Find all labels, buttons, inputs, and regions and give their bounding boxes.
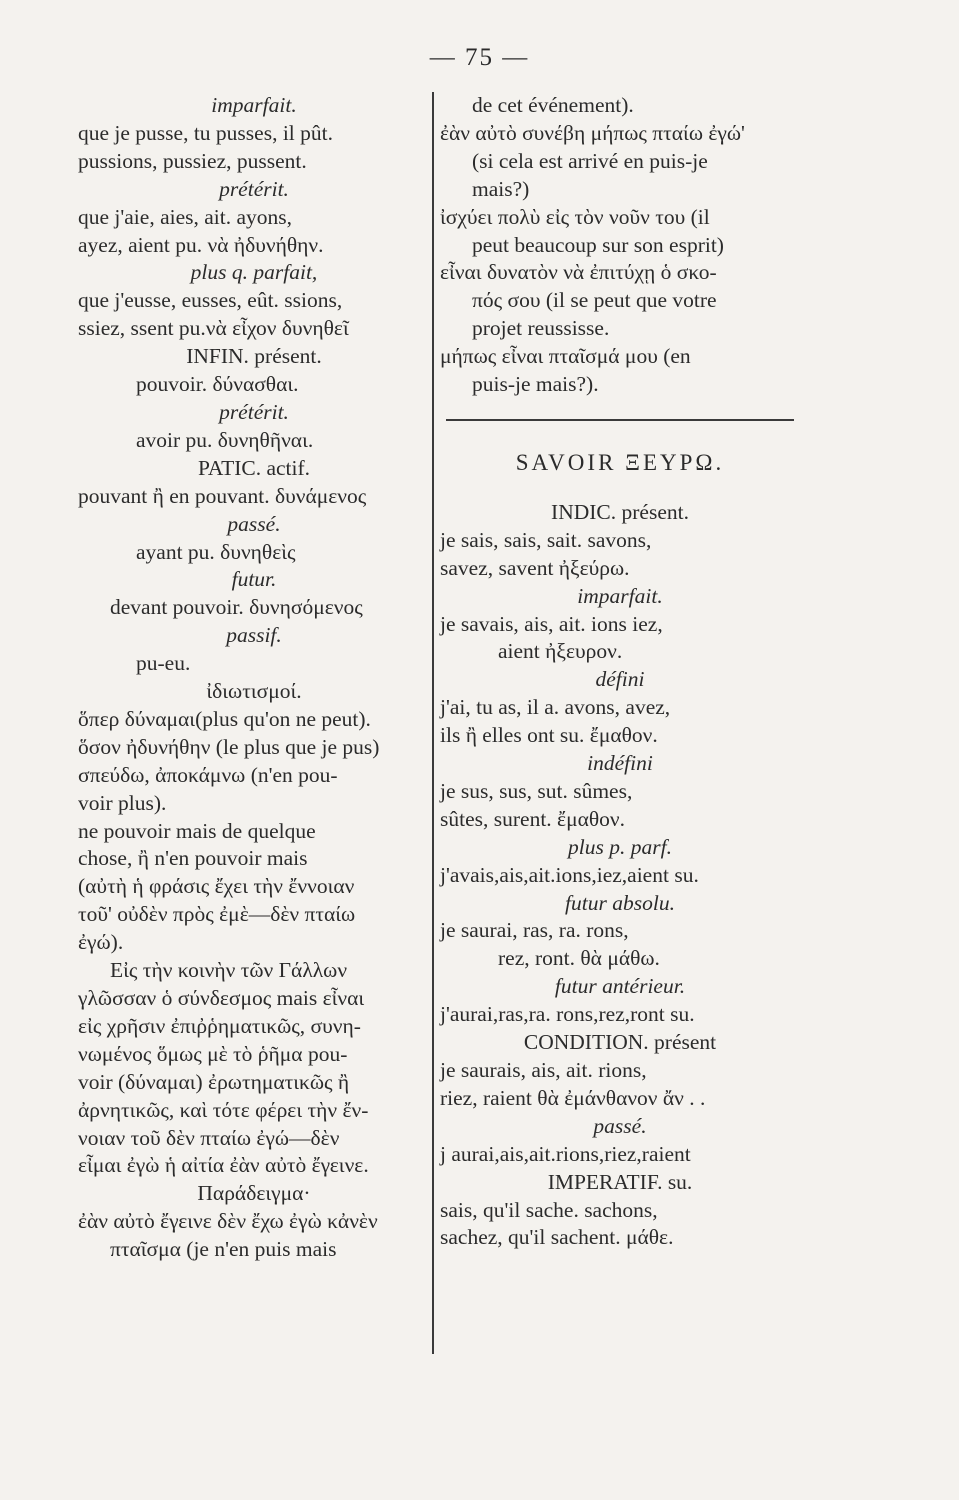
- text-line: j'ai, tu as, il a. avons, avez,: [440, 695, 671, 720]
- text-line: riez, raient θὰ ἐμάνθανον ἄν . .: [440, 1085, 706, 1110]
- text-line: νοιαν τοῦ δὲν πταίω ἐγώ—δὲν: [78, 1125, 340, 1150]
- text-line: plus p. parf.: [568, 834, 672, 859]
- text-line: pussions, pussiez, pussent.: [78, 148, 307, 173]
- text-line: passif.: [226, 623, 282, 648]
- text-line: je savais, ais, ait. ions iez,: [440, 611, 663, 636]
- text-line: εἰς χρῆσιν ἐπιῤῥηματικῶς, συνη-: [78, 1013, 361, 1038]
- text-line: ne pouvoir mais de quelque: [78, 818, 316, 843]
- text-line: PATIC. actif.: [197, 455, 311, 480]
- text-line: j'avais,ais,ait.ions,iez,aient su.: [440, 862, 699, 887]
- text-line: νωμένος ὅμως μὲ τὸ ῥῆμα pou-: [78, 1041, 348, 1066]
- text-line: j'aurai,ras,ra. rons,rez,ront su.: [440, 1002, 695, 1027]
- text-line: passé.: [227, 511, 281, 536]
- text-line: μήπως εἶναι πταῖσμά μου (en: [440, 344, 691, 369]
- text-line: projet reussisse.: [472, 316, 610, 341]
- text-line: τοῦ' οὐδὲν πρὸς ἐμὲ—δὲν πταίω: [78, 902, 356, 927]
- text-line: futur.: [231, 567, 277, 592]
- text-line: devant pouvoir. δυνησόμενος: [110, 595, 363, 620]
- text-line: indéfini: [587, 751, 653, 776]
- text-line: je saurais, ais, ait. rions,: [440, 1058, 647, 1082]
- section-title: SAVOIR ΞΕΥΡΩ.: [515, 449, 725, 475]
- text-line: pouvant ἢ en pouvant. δυνάμενος: [78, 483, 367, 508]
- text-line: ayant pu. δυνηθεὶς: [136, 539, 296, 564]
- text-line: INDIC. présent.: [551, 499, 689, 524]
- text-line: πός σου (il se peut que votre: [472, 288, 717, 313]
- text-line: ssiez, ssent pu.νὰ εἶχον δυνηθεῖ: [78, 316, 349, 341]
- text-line: puis-je mais?).: [472, 372, 599, 397]
- text-line: prétérit.: [219, 176, 289, 201]
- text-line: ὅπερ δύναμαι(plus qu'on ne peut).: [78, 706, 371, 731]
- text-line: voir plus).: [78, 790, 167, 815]
- text-line: je sus, sus, sut. sûmes,: [440, 778, 633, 803]
- text-line: (αὐτὴ ἡ φράσις ἔχει τὴν ἔννοιαν: [78, 874, 355, 899]
- text-line: sûtes, surent. ἔμαθον.: [440, 806, 626, 831]
- text-line: εἶναι δυνατὸν νὰ ἐπιτύχῃ ὁ σκο-: [440, 260, 717, 285]
- text-line: sachez, qu'il sachent. μάθε.: [440, 1225, 674, 1250]
- text-line: Εἰς τὴν κοινὴν τῶν Γάλλων: [110, 958, 348, 983]
- text-line: ἐγώ).: [78, 930, 124, 955]
- right-column-conjugation: [440, 499, 800, 1252]
- text-line: ayez, aient pu. νὰ ἠδυνήθην.: [78, 232, 324, 257]
- page-number: — 75 —: [429, 44, 530, 71]
- text-line: ἰδιωτισμοί.: [206, 679, 302, 704]
- text-line: futur absolu.: [565, 890, 675, 915]
- text-line: εἶμαι ἐγὼ ἡ αἰτία ἐὰν αὐτὸ ἔγεινε.: [78, 1153, 369, 1178]
- text-line: rez, ront. θὰ μάθω.: [498, 946, 660, 971]
- text-line: ἰσχύει πολὺ εἰς τὸν νοῦν του (il: [440, 204, 710, 229]
- text-line: imparfait.: [211, 93, 297, 117]
- text-line: futur antérieur.: [554, 974, 686, 999]
- text-line: défini: [595, 667, 645, 692]
- text-line: peut beaucoup sur son esprit): [472, 232, 724, 257]
- text-line: ὅσον ἠδυνήθην (le plus que je pus): [78, 734, 380, 759]
- text-line: je sais, sais, sait. savons,: [440, 527, 652, 552]
- text-line: que j'eusse, eusses, eût. ssions,: [78, 288, 343, 313]
- text-line: IMPERATIF. su.: [547, 1169, 693, 1194]
- text-line: voir (δύναμαι) ἐρωτηματικῶς ἢ: [78, 1069, 350, 1094]
- text-line: ils ἢ elles ont su. ἔμαθον.: [440, 723, 658, 748]
- text-line: chose, ἢ n'en pouvoir mais: [78, 846, 308, 871]
- text-line: ἀρνητικῶς, καὶ τότε φέρει τὴν ἔν-: [78, 1097, 369, 1122]
- column-divider: [432, 92, 434, 1354]
- text-line: passé.: [593, 1113, 647, 1138]
- text-line: σπεύδω, ἀποκάμνω (n'en pou-: [78, 762, 338, 787]
- left-column: [78, 92, 430, 1264]
- text-line: γλῶσσαν ὁ σύνδεσμος mais εἶναι: [78, 986, 365, 1010]
- text-line: de cet événement).: [472, 93, 634, 117]
- text-line: pouvoir. δύνασθαι.: [136, 372, 299, 397]
- text-line: prétérit.: [219, 399, 289, 424]
- text-line: imparfait.: [577, 583, 663, 608]
- text-line: ἐὰν αὐτὸ ἔγεινε δὲν ἔχω ἐγὼ κἀνὲν: [78, 1209, 378, 1234]
- text-line: pu-eu.: [136, 651, 191, 676]
- text-line: savez, savent ἠξεύρω.: [440, 555, 630, 580]
- text-line: (si cela est arrivé en puis-je: [472, 148, 708, 173]
- section-rule: [446, 419, 794, 421]
- text-line: plus q. parfait,: [190, 260, 318, 285]
- text-line: CONDITION. présent: [523, 1030, 717, 1055]
- text-line: que je pusse, tu pusses, il pût.: [78, 120, 333, 145]
- text-line: ἐὰν αὐτὸ συνέβη μήπως πταίω ἐγώ': [440, 120, 745, 145]
- text-line: INFIN. présent.: [186, 344, 322, 369]
- right-column: [440, 92, 800, 1252]
- text-line: aient ἠξευρον.: [498, 639, 623, 664]
- text-line: sais, qu'il sache. sachons,: [440, 1197, 658, 1222]
- text-line: j aurai,ais,ait.rions,riez,raient: [440, 1141, 691, 1166]
- text-line: je saurai, ras, ra. rons,: [440, 918, 629, 943]
- text-line: mais?): [472, 176, 530, 201]
- text-line: πταῖσμα (je n'en puis mais: [110, 1237, 337, 1262]
- text-line: que j'aie, aies, ait. ayons,: [78, 204, 293, 229]
- text-line: Παράδειγμα·: [197, 1181, 311, 1206]
- right-column-top-text: [440, 92, 800, 399]
- text-line: avoir pu. δυνηθῆναι.: [136, 427, 314, 452]
